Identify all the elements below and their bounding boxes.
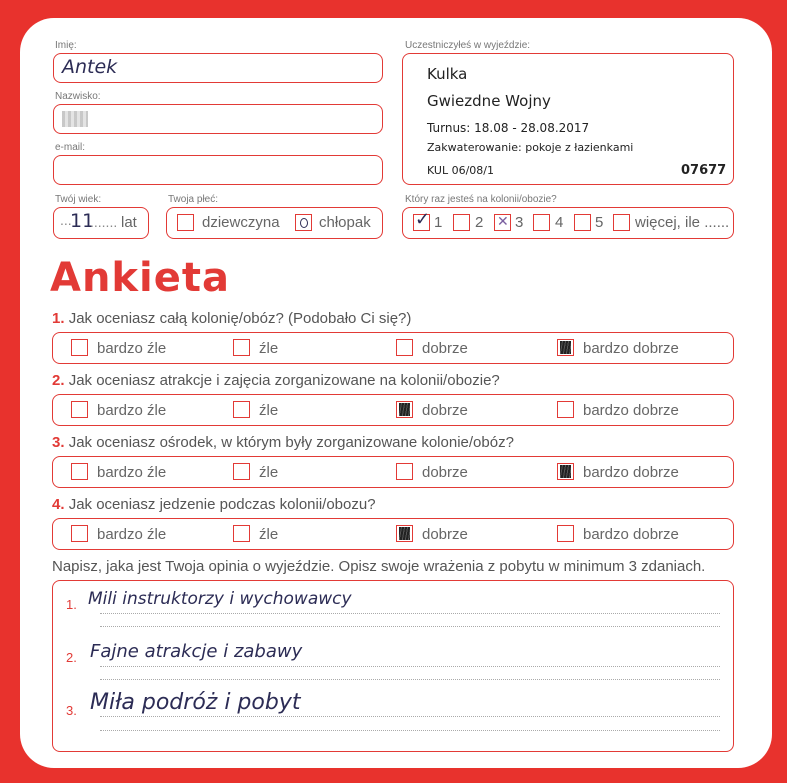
opinion-num-2: 2.: [66, 650, 77, 665]
opinion-line-3b: [100, 730, 720, 731]
age-dots-2: .......: [90, 214, 118, 230]
question-4-option-1-label: bardzo źle: [97, 526, 167, 543]
question-4-option-4-label: bardzo dobrze: [583, 526, 679, 543]
question-2-option-1-checkbox[interactable]: [71, 401, 88, 418]
question-1-options: [52, 332, 734, 364]
question-2-label: Jak oceniasz atrakcje i zajęcia zorganizowane na kolonii/obozie?: [68, 372, 500, 389]
times-4-label: 4: [555, 214, 564, 231]
redacted-surname: [62, 111, 88, 127]
times-1-label: 1: [434, 214, 443, 231]
question-1-option-2-label: źle: [259, 340, 279, 357]
age-label: Twój wiek:: [55, 194, 102, 205]
age-value: 11: [70, 210, 95, 232]
question-3-option-1-label: bardzo źle: [97, 464, 167, 481]
times-3-label: 3: [515, 214, 524, 231]
times-1-checkbox[interactable]: [413, 214, 430, 231]
times-4-checkbox[interactable]: [533, 214, 550, 231]
question-1-text: [52, 310, 411, 327]
question-4-option-3-label: dobrze: [422, 526, 468, 543]
gender-group: [166, 207, 383, 239]
question-1-option-3-label: dobrze: [422, 340, 468, 357]
gender-female-checkbox[interactable]: [177, 214, 194, 231]
gender-label: Twoja płeć:: [168, 194, 219, 205]
opinion-line-2b: [100, 679, 720, 680]
question-3-option-3-label: dobrze: [422, 464, 468, 481]
opinion-line-3: [100, 716, 720, 717]
question-2-option-2-checkbox[interactable]: [233, 401, 250, 418]
question-1-option-3-checkbox[interactable]: [396, 339, 413, 356]
question-4-option-2-checkbox[interactable]: [233, 525, 250, 542]
question-3-label: Jak oceniasz ośrodek, w którym były zorganizowane kolonie/obóz?: [68, 434, 514, 451]
question-2-option-3-checkbox[interactable]: [396, 401, 413, 418]
times-3-checkbox[interactable]: [494, 214, 511, 231]
trip-turnus: Turnus: 18.08 - 28.08.2017: [427, 121, 590, 135]
name-value: Antek: [62, 56, 118, 78]
question-4-option-1-checkbox[interactable]: [71, 525, 88, 542]
question-3-number: 3.: [52, 434, 65, 451]
question-4-option-4-checkbox[interactable]: [557, 525, 574, 542]
times-2-checkbox[interactable]: [453, 214, 470, 231]
question-3-option-2-checkbox[interactable]: [233, 463, 250, 480]
times-2-label: 2: [475, 214, 484, 231]
question-1-option-2-checkbox[interactable]: [233, 339, 250, 356]
opinion-line-1b: [100, 626, 720, 627]
trip-code: KUL 06/08/1: [427, 164, 494, 177]
question-4-text: [52, 496, 376, 513]
age-dots: ...: [60, 212, 72, 228]
question-2-option-3-label: dobrze: [422, 402, 468, 419]
times-more-checkbox[interactable]: [613, 214, 630, 231]
question-4-label: Jak oceniasz jedzenie podczas kolonii/obozu?: [68, 496, 376, 513]
question-2-text: [52, 372, 500, 389]
trip-accommodation: Zakwaterowanie: pokoje z łazienkami: [427, 141, 634, 154]
question-1-option-1-label: bardzo źle: [97, 340, 167, 357]
age-field[interactable]: [53, 207, 149, 239]
name-field[interactable]: [53, 53, 383, 83]
trip-line2: Gwiezdne Wojny: [427, 92, 551, 110]
question-1-option-4-label: bardzo dobrze: [583, 340, 679, 357]
question-2-option-4-checkbox[interactable]: [557, 401, 574, 418]
question-3-option-2-label: źle: [259, 464, 279, 481]
opinion-num-3: 3.: [66, 703, 77, 718]
times-group: [402, 207, 734, 239]
question-2-option-4-label: bardzo dobrze: [583, 402, 679, 419]
surname-field[interactable]: [53, 104, 383, 134]
question-3-option-3-checkbox[interactable]: [396, 463, 413, 480]
email-field[interactable]: [53, 155, 383, 185]
question-2-option-1-label: bardzo źle: [97, 402, 167, 419]
opinion-text-2: Fajne atrakcje i zabawy: [90, 641, 303, 662]
question-1-number: 1.: [52, 310, 65, 327]
question-3-option-4-label: bardzo dobrze: [583, 464, 679, 481]
trip-number: 07677: [681, 163, 727, 178]
times-more-label: więcej, ile ......: [635, 214, 730, 231]
question-3-options: [52, 456, 734, 488]
question-1-label: Jak oceniasz całą kolonię/obóz? (Podobało Ci się?): [68, 310, 412, 327]
question-1-option-4-checkbox[interactable]: [557, 339, 574, 356]
survey-title: Ankieta: [50, 255, 230, 301]
gender-male-label: chłopak: [319, 214, 371, 231]
age-suffix: lat: [121, 214, 137, 231]
question-4-options: [52, 518, 734, 550]
question-2-options: [52, 394, 734, 426]
question-3-option-4-checkbox[interactable]: [557, 463, 574, 480]
opinion-prompt: Napisz, jaka jest Twoja opinia o wyjeździe. Opisz swoje wrażenia z pobytu w minimum 3 zdaniach.: [52, 558, 706, 575]
opinion-line-1: [100, 613, 720, 614]
opinion-text-1: Mili instruktorzy i wychowawcy: [88, 589, 352, 609]
trip-info-box: [402, 53, 734, 185]
question-4-option-3-checkbox[interactable]: [396, 525, 413, 542]
trip-label: Uczestniczyłeś w wyjeździe:: [405, 40, 531, 51]
question-2-option-2-label: źle: [259, 402, 279, 419]
opinion-text-3: Miła podróż i pobyt: [90, 690, 301, 715]
surname-label: Nazwisko:: [55, 91, 101, 102]
question-1-option-1-checkbox[interactable]: [71, 339, 88, 356]
times-5-checkbox[interactable]: [574, 214, 591, 231]
opinion-line-2: [100, 666, 720, 667]
question-3-option-1-checkbox[interactable]: [71, 463, 88, 480]
question-4-option-2-label: źle: [259, 526, 279, 543]
opinion-num-1: 1.: [66, 597, 77, 612]
email-label: e-mail:: [55, 142, 86, 153]
trip-line1: Kulka: [427, 65, 468, 83]
question-3-text: [52, 434, 514, 451]
times-label: Który raz jesteś na kolonii/obozie?: [405, 194, 557, 205]
gender-female-label: dziewczyna: [202, 214, 280, 231]
name-label: Imię:: [55, 40, 77, 51]
question-2-number: 2.: [52, 372, 65, 389]
gender-male-checkbox[interactable]: [295, 214, 312, 231]
times-5-label: 5: [595, 214, 604, 231]
question-4-number: 4.: [52, 496, 65, 513]
